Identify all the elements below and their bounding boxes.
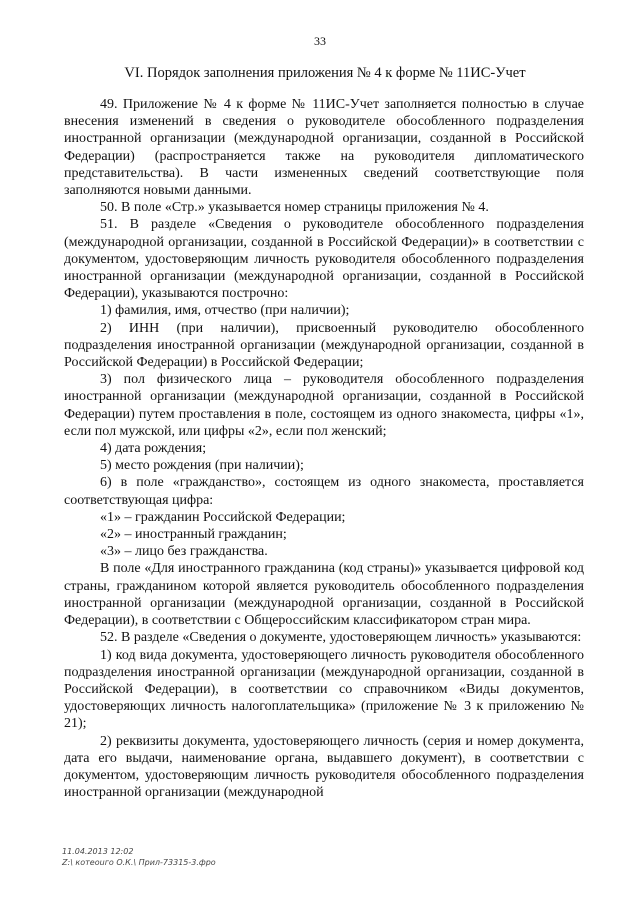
section-title: VI. Порядок заполнения приложения № 4 к форме № 11ИС-Учет — [124, 65, 526, 81]
paragraph-50: 50. В поле «Стр.» указывается номер страницы приложения № 4. — [100, 200, 489, 216]
citizenship-option: «3» – лицо без гражданства. — [100, 544, 268, 560]
list-item: 4) дата рождения; — [100, 441, 207, 457]
footer-timestamp: 11.04.2013 12:02 — [62, 847, 134, 856]
list-item: 6) в поле «гражданство», состоящем из одного знакоместа, проставляется соответствующая цифра: — [64, 475, 584, 508]
paragraph-52: 52. В разделе «Сведения о документе, удостоверяющем личность» указываются: — [100, 630, 582, 646]
list-item: 3) пол физического лица – руководителя обособленного подразделения иностранной организации (международной организации, созданной в Российской Федерации) путем проставления в поле, состоящем из одного знакоместа, цифры «1», если пол мужской, или цифры «2», если пол женский; — [64, 372, 584, 439]
citizenship-option: «2» – иностранный гражданин; — [100, 527, 287, 543]
list-item: 2) реквизиты документа, удостоверяющего личность (серия и номер документа, дата его выдачи, наименование органа, выдавшего документ), в соответствии с документом, удостоверяющим личность руководителя обособленного подразделения иностранной организации (международной — [64, 733, 584, 801]
paragraph-49: 49. Приложение № 4 к форме № 11ИС-Учет заполняется полностью в случае внесения изменений в сведения о руководителе обособленного подразделения иностранной организации (международной организации, созданной в Российской Федерации) (распространяется также на руководителя дипломатического представительства). В части измененных сведений соответствующие поля заполняются новыми данными. — [64, 97, 584, 199]
page-number: 33 — [314, 34, 326, 48]
list-item: 5) место рождения (при наличии); — [100, 458, 304, 474]
list-item: 1) код вида документа, удостоверяющего личность руководителя обособленного подразделения иностранной организации (международной организации, созданной в Российской Федерации), в соответствии со справочником «Виды документов, удостоверяющих личность налогоплательщика» (приложение № 3 к приложению № 21); — [64, 647, 584, 732]
country-code-paragraph: В поле «Для иностранного гражданина (код страны)» указывается цифровой код страны, гражданином которой является руководитель обособленного подразделения иностранной организации (международной организации, созданной в Российской Федерации), в соответствии с Общероссийским классификатором стран мира. — [64, 561, 584, 629]
document-body — [64, 96, 584, 801]
paragraph-51: 51. В разделе «Сведения о руководителе обособленного подразделения (международной организации, созданной в Российской Федерации)» в соответствии с документом, удостоверяющим личность руководителя обособленного подразделения иностранной организации (международной организации, созданной в Российской Федерации), указываются построчно: — [64, 217, 584, 302]
file-footer — [62, 846, 216, 868]
list-item: 2) ИНН (при наличии), присвоенный руководителю обособленного подразделения иностранной организации (международной организации, созданной в Российской Федерации) в Российской Федерации; — [64, 320, 584, 371]
footer-file-path: Z:\ котеоuго О.К.\ Прил-73315-3.фро — [62, 858, 216, 867]
citizenship-option: «1» – гражданин Российской Федерации; — [100, 509, 346, 525]
list-item: 1) фамилия, имя, отчество (при наличии); — [100, 303, 350, 319]
